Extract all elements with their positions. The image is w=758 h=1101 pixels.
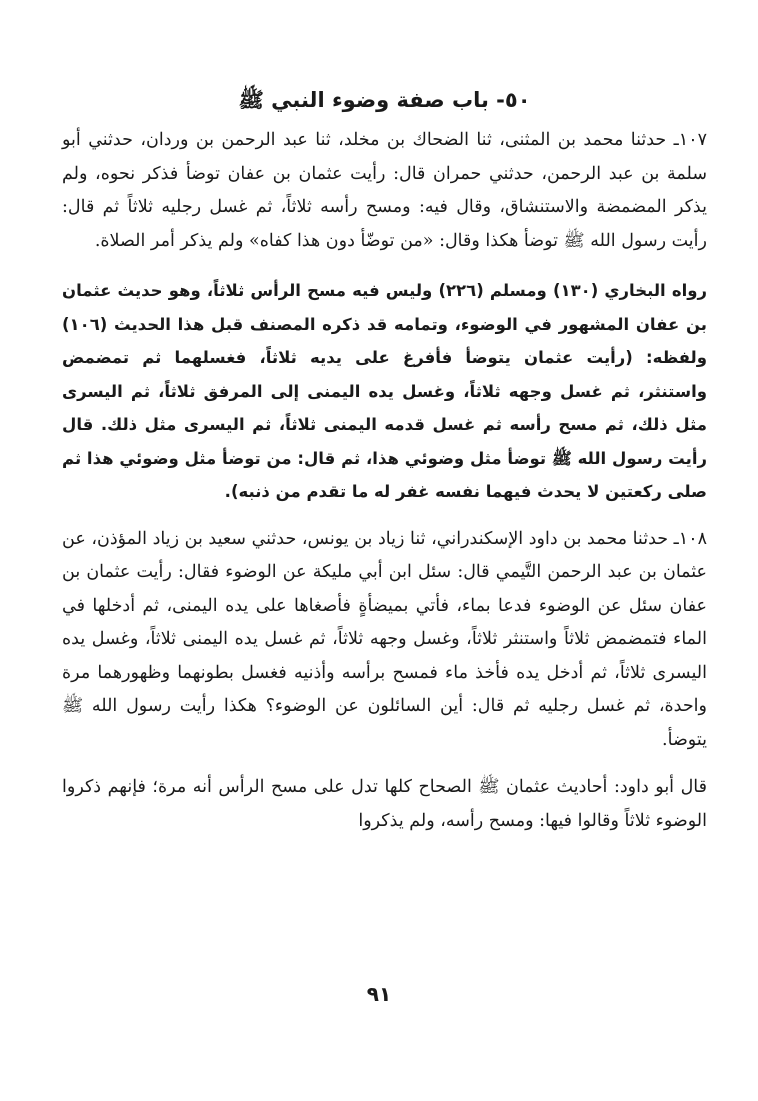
hadith-107-commentary: رواه البخاري (١٣٠) ومسلم (٢٢٦) وليس فيه مسح الرأس ثلاثاً، وهو حديث عثمان بن عفان المشهور في الوضوء، وتمامه قد ذكره المصنف قبل هذا الحديث (١٠٦) ولفظه: (رأيت عثمان يتوضأ فأفرغ على يديه ثلاثاً، فغسلهما ثم تمضمض واستنثر، ثم غسل وجهه ثلاثاً، وغسل يده اليمنى إلى المرفق ثلاثاً، ثم اليسرى مثل ذلك، ثم مسح رأسه ثم غسل قدمه اليمنى ثلاثاً، ثم اليسرى مثل ذلك. قال رأيت رسول الله ﷺ توضأ مثل وضوئي هذا، ثم قال: من توضأ مثل وضوئي هذا ثم صلى ركعتين لا يحدث فيهما نفسه غفر له ما تقدم من ذنبه). [62,281,707,501]
chapter-title: ٥٠- باب صفة وضوء النبي ﷺ [238,88,531,112]
page-number: ٩١ [366,982,392,1006]
abu-dawud-note: قال أبو داود: أحاديث عثمان ﷺ الصحاح كلها تدل على مسح الرأس أنه مرة؛ فإنهم ذكروا الوضوء ثلاثاً وقالوا فيها: ومسح رأسه، ولم يذكروا [62,777,707,831]
hadith-107-text: ١٠٧ـ حدثنا محمد بن المثنى، ثنا الضحاك بن مخلد، ثنا عبد الرحمن بن وردان، حدثني أبو سلمة بن عبد الرحمن، حدثني حمران قال: رأيت عثمان بن عفان توضأ فذكر نحوه، ولم يذكر المضمضة والاستنشاق، وقال فيه: ومسح رأسه ثلاثاً، ثم غسل رجليه ثلاثاً ثم قال: رأيت رسول الله ﷺ توضأ هكذا وقال: «من توضّأ دون هذا كفاه» ولم يذكر أمر الصلاة. [62,130,707,251]
hadith-108-text: ١٠٨ـ حدثنا محمد بن داود الإسكندراني، ثنا زياد بن يونس، حدثني سعيد بن زياد المؤذن، عن عثمان بن عبد الرحمن التَّيمي قال: سئل ابن أبي مليكة عن الوضوء فقال: رأيت عثمان بن عفان سئل عن الوضوء فدعا بماء، فأتي بميضأةٍ فأصغاها على يده اليمنى، ثم أدخلها في الماء فتمضمض ثلاثاً واستنثر ثلاثاً، وغسل وجهه ثلاثاً، ثم غسل يده اليمنى ثلاثاً، وغسل يده اليسرى ثلاثاً، ثم أدخل يده فأخذ ماء فمسح برأسه وأذنيه فغسل بطونهما وظهورهما مرة واحدة، ثم غسل رجليه ثم قال: أين السائلون عن الوضوء؟ هكذا رأيت رسول الله ﷺ يتوضأ. [62,528,707,750]
page-body [62,80,707,838]
